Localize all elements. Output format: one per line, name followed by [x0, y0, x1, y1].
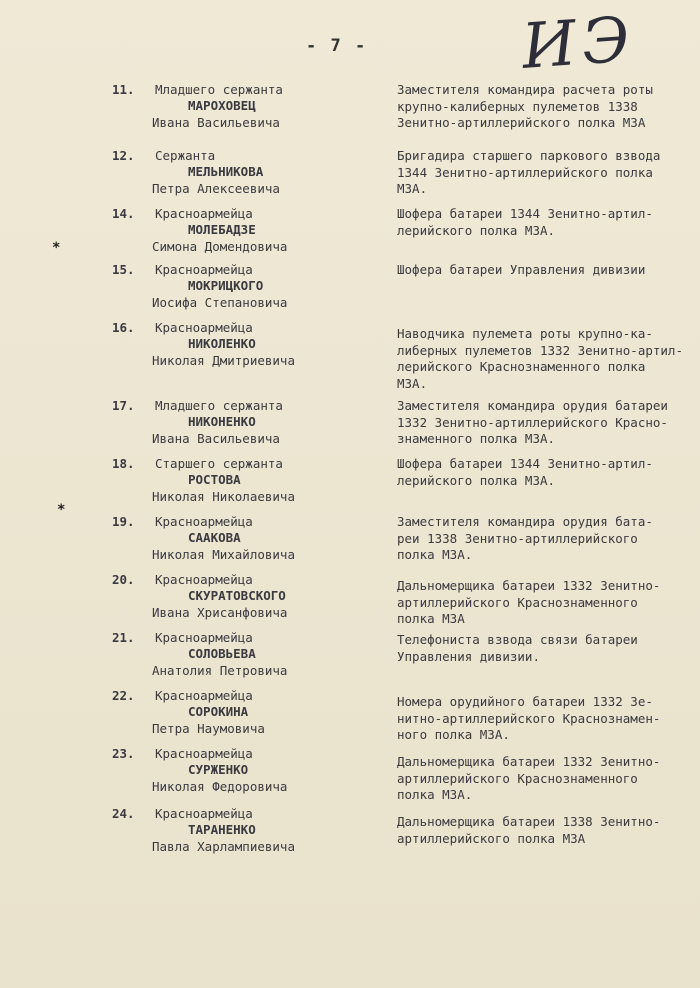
- entry-number: 12.: [112, 148, 135, 163]
- entry-duty: [397, 398, 697, 448]
- entry-number: 14.: [112, 206, 135, 221]
- entry-given-name: Иосифа Степановича: [152, 295, 288, 310]
- duty-line: лерийского Краснознаменного полка: [397, 359, 646, 374]
- duty-line: Дальномерщика батареи 1332 Зенитно-: [397, 578, 661, 593]
- duty-line: либерных пулеметов 1332 Зенитно-артил-: [397, 342, 683, 358]
- entry-number: 11.: [112, 82, 135, 97]
- entry-given-name: Николая Дмитриевича: [152, 353, 295, 368]
- duty-line: Зенитно-артиллерийского полка МЗА: [397, 115, 646, 130]
- duty-line: полка МЗА: [397, 611, 465, 626]
- entry-rank: Красноармейца: [155, 206, 253, 221]
- entry-rank: Красноармейца: [155, 746, 253, 761]
- entry-duty: [397, 578, 697, 628]
- duty-line: МЗА.: [397, 181, 428, 196]
- entry-rank: Младшего сержанта: [155, 82, 283, 97]
- duty-line: Телефониста взвода связи батареи: [397, 632, 638, 647]
- entry-rank: Красноармейца: [155, 514, 253, 529]
- entry-rank: Красноармейца: [155, 806, 253, 821]
- duty-line: Управления дивизии.: [397, 648, 540, 664]
- duty-line: МЗА.: [397, 375, 428, 391]
- entry-surname: МОЛЕБАДЗЕ: [188, 222, 256, 237]
- entry-surname: НИКОНЕНКО: [188, 414, 256, 429]
- duty-line: Дальномерщика батареи 1338 Зенитно-: [397, 814, 661, 829]
- entry-surname: МАРОХОВЕЦ: [188, 98, 256, 113]
- entry-duty: [397, 326, 697, 392]
- entry-surname: СКУРАТОВСКОГО: [188, 588, 286, 603]
- margin-mark: *: [57, 502, 66, 518]
- entry-duty: [397, 82, 697, 132]
- entry-surname: ТАРАНЕНКО: [188, 822, 256, 837]
- entry-number: 19.: [112, 514, 135, 529]
- entry-duty: [397, 456, 697, 489]
- duty-line: Шофера батареи 1344 Зенитно-артил-: [397, 206, 653, 221]
- entry-given-name: Петра Наумовича: [152, 721, 265, 736]
- entry-number: 21.: [112, 630, 135, 645]
- duty-line: лерийского полка МЗА.: [397, 472, 556, 488]
- duty-line: полка МЗА.: [397, 547, 473, 562]
- duty-line: Бригадира старшего паркового взвода: [397, 148, 661, 163]
- page-number: - 7 -: [306, 36, 368, 56]
- duty-line: 1344 Зенитно-артиллерийского полка: [397, 164, 653, 180]
- entry-rank: Красноармейца: [155, 262, 253, 277]
- entry-surname: СУРЖЕНКО: [188, 762, 249, 777]
- duty-line: ного полка МЗА.: [397, 727, 510, 742]
- entry-duty: [397, 514, 697, 564]
- entry-given-name: Николая Федоровича: [152, 779, 288, 794]
- entry-rank: Красноармейца: [155, 320, 253, 335]
- entry-number: 17.: [112, 398, 135, 413]
- duty-line: Дальномерщика батареи 1332 Зенитно-: [397, 754, 661, 769]
- entry-duty: [397, 814, 697, 847]
- entry-number: 15.: [112, 262, 135, 277]
- margin-mark: *: [52, 240, 61, 256]
- entry-duty: [397, 694, 697, 744]
- entry-number: 18.: [112, 456, 135, 471]
- entry-given-name: Николая Николаевича: [152, 489, 295, 504]
- entry-surname: МОКРИЦКОГО: [188, 278, 264, 293]
- duty-line: Заместителя командира орудия бата-: [397, 514, 653, 529]
- entry-duty: [397, 148, 697, 198]
- entry-given-name: Симона Домендовича: [152, 239, 288, 254]
- entry-given-name: Ивана Хрисанфовича: [152, 605, 288, 620]
- entry-number: 23.: [112, 746, 135, 761]
- duty-line: нитно-артиллерийского Краснознамен-: [397, 710, 661, 726]
- entry-rank: Старшего сержанта: [155, 456, 283, 471]
- entry-given-name: Ивана Васильевича: [152, 115, 280, 130]
- entry-rank: Красноармейца: [155, 630, 253, 645]
- entry-number: 16.: [112, 320, 135, 335]
- entry-given-name: Павла Харлампиевича: [152, 839, 295, 854]
- entry-duty: [397, 632, 697, 665]
- entry-surname: МЕЛЬНИКОВА: [188, 164, 264, 179]
- entry-rank: Красноармейца: [155, 688, 253, 703]
- duty-line: крупно-калиберных пулеметов 1338: [397, 98, 638, 114]
- duty-line: лерийского полка МЗА.: [397, 222, 556, 238]
- entry-surname: СОРОКИНА: [188, 704, 249, 719]
- duty-line: артиллерийского Краснознаменного: [397, 594, 638, 610]
- handwritten-note: ИЭ: [519, 2, 638, 83]
- entry-surname: СОЛОВЬЕВА: [188, 646, 256, 661]
- entry-rank: Красноармейца: [155, 572, 253, 587]
- duty-line: Шофера батареи Управления дивизии: [397, 262, 646, 277]
- entry-duty: [397, 206, 697, 239]
- entry-duty: [397, 754, 697, 804]
- duty-line: знаменного полка МЗА.: [397, 431, 556, 446]
- duty-line: артиллерийского Краснознаменного: [397, 770, 638, 786]
- entry-duty: [397, 262, 697, 279]
- duty-line: реи 1338 Зенитно-артиллерийского: [397, 530, 638, 546]
- entry-given-name: Николая Михайловича: [152, 547, 295, 562]
- entry-given-name: Петра Алексеевича: [152, 181, 280, 196]
- duty-line: Заместителя командира орудия батареи: [397, 398, 668, 413]
- entry-given-name: Анатолия Петровича: [152, 663, 288, 678]
- entry-surname: НИКОЛЕНКО: [188, 336, 256, 351]
- entry-number: 24.: [112, 806, 135, 821]
- duty-line: 1332 Зенитно-артиллерийского Красно-: [397, 414, 668, 430]
- duty-line: Номера орудийного батареи 1332 Зе-: [397, 694, 653, 709]
- entry-number: 22.: [112, 688, 135, 703]
- entry-rank: Младшего сержанта: [155, 398, 283, 413]
- duty-line: Шофера батареи 1344 Зенитно-артил-: [397, 456, 653, 471]
- duty-line: Наводчика пулемета роты крупно-ка-: [397, 326, 653, 341]
- duty-line: артиллерийского полка МЗА: [397, 830, 586, 846]
- duty-line: Заместителя командира расчета роты: [397, 82, 653, 97]
- entry-given-name: Ивана Васильевича: [152, 431, 280, 446]
- entry-rank: Сержанта: [155, 148, 216, 163]
- entry-surname: РОСТОВА: [188, 472, 241, 487]
- entry-number: 20.: [112, 572, 135, 587]
- duty-line: полка МЗА.: [397, 787, 473, 802]
- entry-surname: СААКОВА: [188, 530, 241, 545]
